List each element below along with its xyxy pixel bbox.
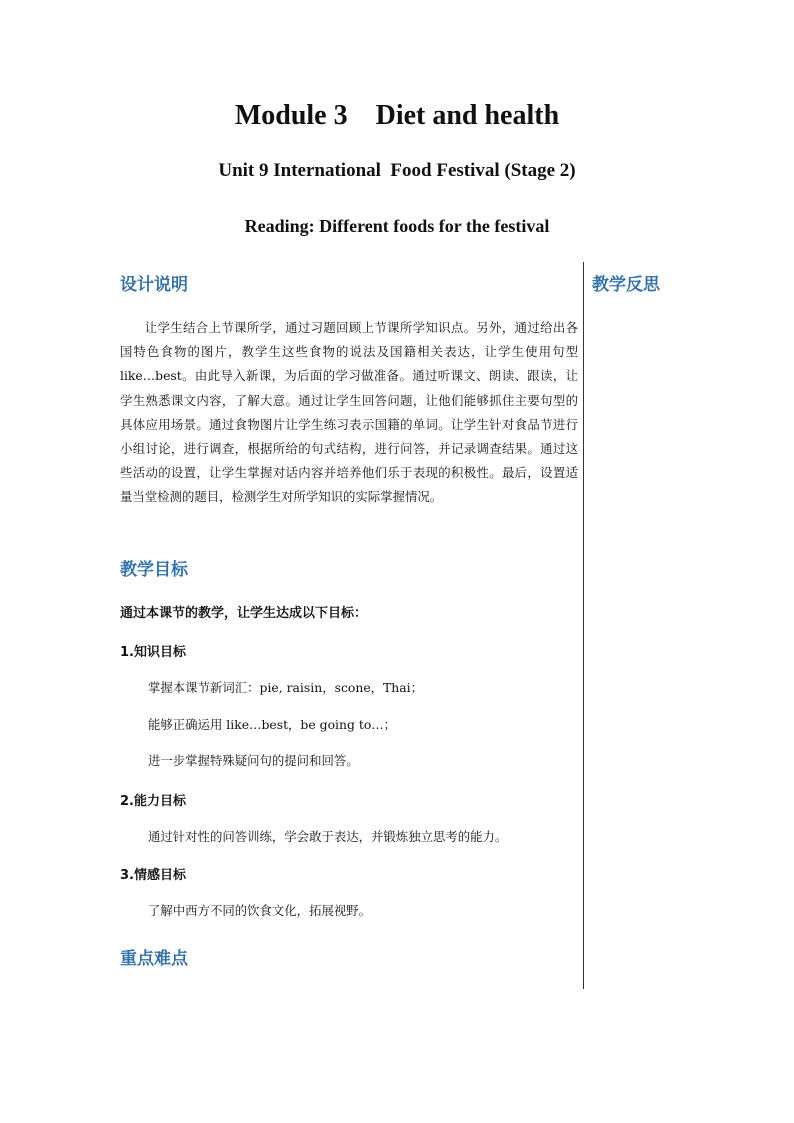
ability-goal-heading: 2.能力目标 [120,794,186,809]
objectives-heading: 教学目标 [120,560,188,580]
unit-title: Unit 9 International Food Festival (Stage 2) [218,160,576,181]
objectives-lead: 通过本课节的教学，让学生达成以下目标： [120,606,368,621]
key-points-heading: 重点难点 [120,949,188,969]
design-notes-body: 让学生结合上节课所学，通过习题回顾上节课所学知识点。另外，通过给出各国特色食物的图片，教学生这些食物的说法及国籍相关表达，让学生使用句型 like…best。由此导入新课，为后面的学习做准备。通过听课文、朗读、跟读，让学生熟悉课文内容，了解大意。通过让学生回答问题，让他们能够抓住主要句型的具体应用场景。通过食物图片让学生练习表示国籍的单词。让学生针对食品节进行小组讨论，进行调查，根据所给的句式结构，进行问答，并记录调查结果。通过这些活动的设置，让学生掌握对话内容并培养他们乐于表现的积极性。最后，设置适量当堂检测的题目，检测学生对所学知识的实际掌握情况。 [120,320,578,505]
emotion-goal-item: 了解中西方不同的饮食文化，拓展视野。 [148,903,372,918]
reading-title: Reading: Different foods for the festival [244,216,550,236]
reflection-heading: 教学反思 [592,275,660,295]
ability-goal-item: 通过针对性的问答训练，学会敢于表达，并锻炼独立思考的能力。 [148,829,508,844]
column-divider [583,262,584,989]
design-notes-heading: 设计说明 [120,275,188,295]
knowledge-goal-heading: 1.知识目标 [120,645,186,660]
knowledge-goal-item: 能够正确运用 like…best，be going to…； [148,717,397,732]
knowledge-goal-item: 进一步掌握特殊疑问句的提问和回答。 [148,753,359,768]
knowledge-goal-item: 掌握本课节新词汇：pie, raisin，scone，Thai； [148,680,424,695]
module-title: Module 3 Diet and health [234,100,560,131]
emotion-goal-heading: 3.情感目标 [120,868,186,883]
